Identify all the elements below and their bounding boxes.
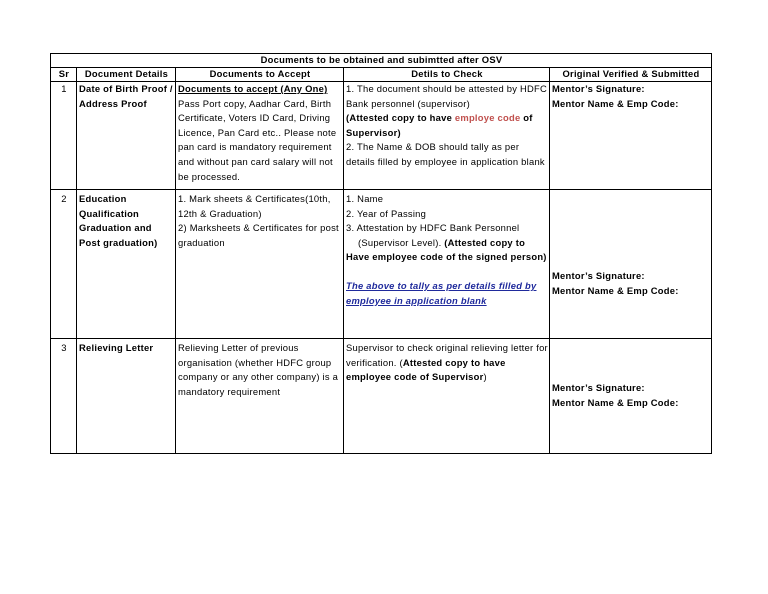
accept-item-2: 2) Marksheets & Certificates for post graduation: [178, 222, 339, 248]
check-item-3: 3. Attestation by HDFC Bank Personnel: [346, 222, 520, 234]
accept-text: Pass Port copy, Aadhar Card, Birth Certificate, Voters ID Card, Driving Licence, Pan Card etc.. Please note pan card is mandatory requirement and without pan card salary will not be processed.: [178, 97, 337, 182]
check-text-end: ): [483, 371, 487, 383]
row-details-to-check: [344, 190, 550, 339]
row-document-details: Date of Birth Proof / Address Proof: [77, 82, 176, 190]
row-details-to-check: [344, 82, 550, 190]
check-item-1: 1. The document should be attested by HDFC Bank personnel (supervisor): [346, 83, 548, 109]
row-sr: 2: [51, 190, 77, 339]
mentor-name-code-label: Mentor Name & Emp Code:: [552, 284, 679, 296]
mentor-signature-label: Mentor’s Signature:: [552, 382, 645, 393]
check-item-2: 2. Year of Passing: [346, 207, 427, 219]
check-item-2: 2. The Name & DOB should tally as per details filled by employee in application blank: [346, 141, 545, 167]
row-documents-to-accept: Relieving Letter of previous organisation (whether HDFC group company or any other company) is a mandatory requirement: [176, 339, 344, 454]
check-supervisor-level: (Supervisor Level).: [358, 236, 445, 248]
row-document-details: Relieving Letter: [77, 339, 176, 454]
tally-note: The above to tally as per details filled by employee in application blank: [346, 279, 537, 306]
row-documents-to-accept: [176, 82, 344, 190]
row-document-details: Education Qualification Graduation and Post graduation): [77, 190, 176, 339]
check-bold-note: (Attested copy to Have employee code of the signed person): [346, 236, 547, 263]
mentor-signature-label: Mentor’s Signature:: [552, 270, 645, 281]
accept-item-1: 1. Mark sheets & Certificates(10th, 12th & Graduation): [178, 193, 331, 219]
accept-heading: Documents to accept (Any One): [178, 83, 328, 94]
check-text: Supervisor to check original relieving letter for verification. (: [346, 342, 548, 368]
table-row: [51, 190, 712, 339]
check-attested-note: [346, 111, 548, 140]
check-bold-note: Attested copy to have employee code of Supervisor: [346, 356, 506, 383]
header-documents-to-accept: Documents to Accept: [176, 68, 344, 82]
table-title: Documents to be obtained and subimtted after OSV: [51, 54, 712, 68]
check-orange-text: employe code: [454, 112, 521, 124]
check-item-1: 1. Name: [346, 193, 384, 204]
mentor-name-code-label: Mentor Name & Emp Code:: [552, 396, 679, 408]
header-document-details: Document Details: [77, 68, 176, 82]
check-item-3-continued: [346, 236, 548, 265]
check-bold-start: (Attested copy to have: [346, 112, 455, 124]
row-verification: [550, 339, 712, 454]
header-sr: Sr: [51, 68, 77, 82]
row-sr: 1: [51, 82, 77, 190]
row-verification: [550, 82, 712, 190]
mentor-signature-label: Mentor’s Signature:: [552, 83, 645, 94]
table-row: [51, 82, 712, 190]
table-row: [51, 339, 712, 454]
row-verification: [550, 190, 712, 339]
row-details-to-check: [344, 339, 550, 454]
header-details-to-check: Detils to Check: [344, 68, 550, 82]
row-sr: 3: [51, 339, 77, 454]
header-original-verified: Original Verified & Submitted: [550, 68, 712, 82]
osv-documents-table: [50, 53, 712, 454]
row-documents-to-accept: [176, 190, 344, 339]
mentor-name-code-label: Mentor Name & Emp Code:: [552, 97, 679, 109]
check-bold-end: of Supervisor): [346, 112, 533, 138]
